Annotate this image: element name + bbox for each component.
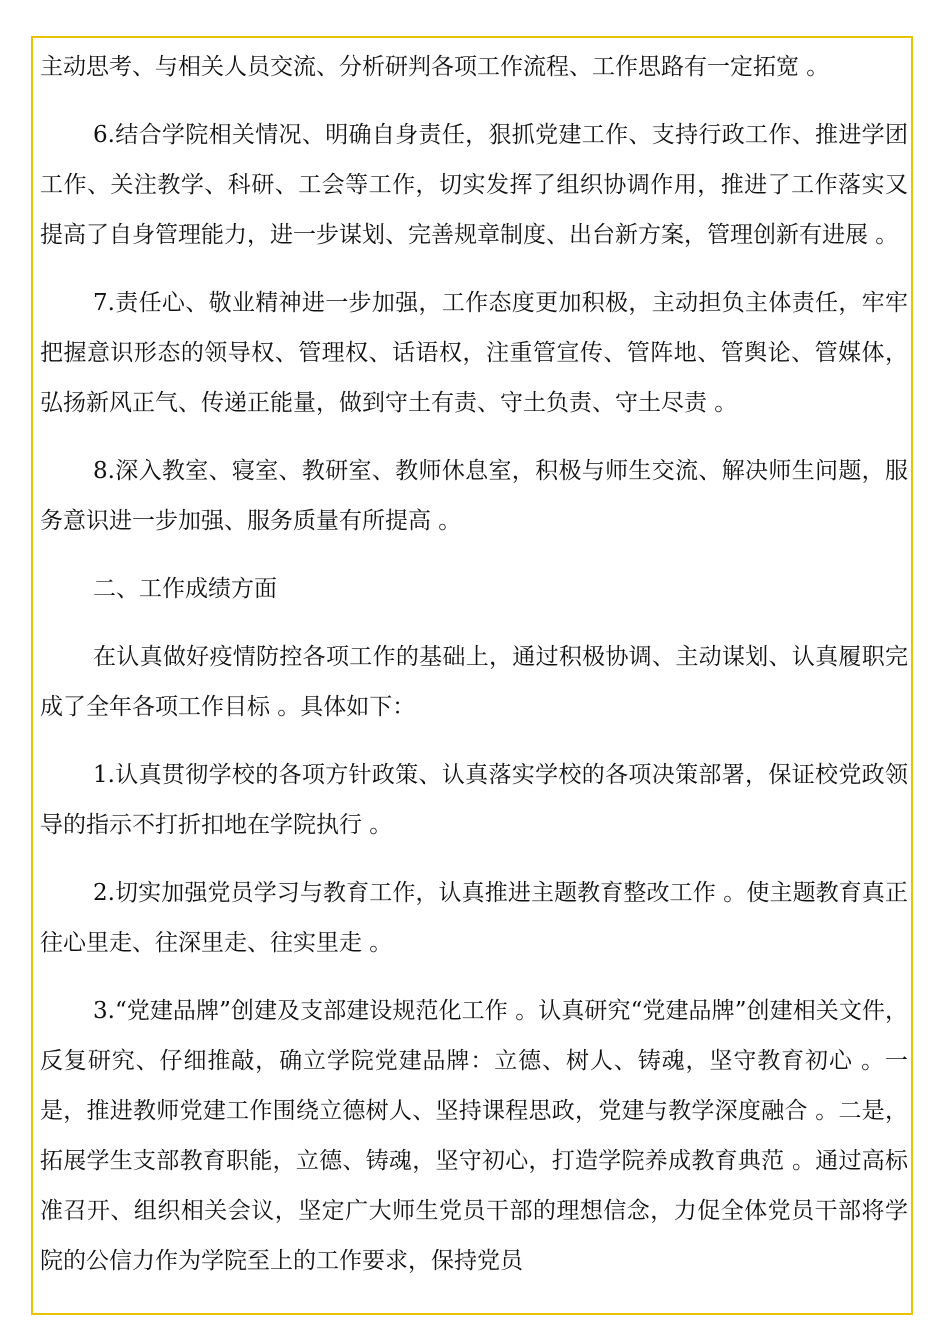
- paragraph-achievement-2: 2.切实加强党员学习与教育工作，认真推进主题教育整改工作 。使主题教育真正往心里走、往深里走、往实里走 。: [40, 880, 908, 956]
- paragraph-achievement-1: 1.认真贯彻学校的各项方针政策、认真落实学校的各项决策部署，保证校党政领导的指示不打折扣地在学院执行 。: [40, 762, 908, 838]
- paragraph-item-7: 7.责任心、敬业精神进一步加强，工作态度更加积极，主动担负主体责任，牢牢把握意识形态的领导权、管理权、话语权，注重管宣传、管阵地、管舆论、管媒体，弘扬新风正气、传递正能量，做到守土有责、守土负责、守土尽责 。: [40, 290, 908, 416]
- paragraph-intro: 在认真做好疫情防控各项工作的基础上，通过积极协调、主动谋划、认真履职完成了全年各项工作目标 。具体如下：: [40, 644, 908, 720]
- paragraph-item-6: 6.结合学院相关情况、明确自身责任，狠抓党建工作、支持行政工作、推进学团工作、关注教学、科研、工会等工作，切实发挥了组织协调作用，推进了工作落实又提高了自身管理能力，进一步谋划、完善规章制度、出台新方案，管理创新有进展 。: [40, 122, 908, 248]
- document-body: [40, 42, 908, 1304]
- section-heading: 二、工作成绩方面: [93, 576, 277, 602]
- paragraph-achievement-3: 3.“党建品牌”创建及支部建设规范化工作 。认真研究“党建品牌”创建相关文件，反复研究、仔细推敲，确立学院党建品牌：立德、树人、铸魂，坚守教育初心 。一是，推进教师党建工作围绕立德树人、坚持课程思政，党建与教学深度融合 。二是，拓展学生支部教育职能，立德、铸魂，坚守初心，打造学院养成教育典范 。通过高标准召开、组织相关会议，坚定广大师生党员干部的理想信念，力促全体党员干部将学院的公信力作为学院至上的工作要求，保持党员: [40, 998, 908, 1274]
- paragraph-continuation: 主动思考、与相关人员交流、分析研判各项工作流程、工作思路有一定拓宽 。: [40, 54, 830, 80]
- paragraph-item-8: 8.深入教室、寝室、教研室、教师休息室，积极与师生交流、解决师生问题，服务意识进一步加强、服务质量有所提高 。: [40, 458, 908, 534]
